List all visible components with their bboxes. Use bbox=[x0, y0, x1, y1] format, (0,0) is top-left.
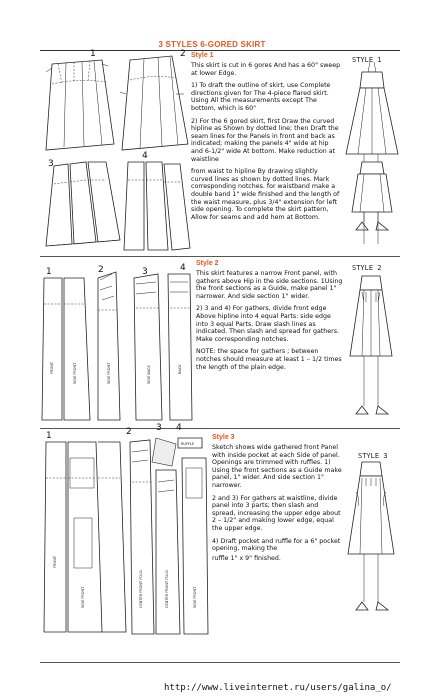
style2-paragraph: This skirt features a narrow Front panel, with gathers above Hip in the side sections. 1Using the front sections as a Guide, make panel 1" narrower. And side section 1" wider. bbox=[196, 270, 343, 300]
style3-pattern-drawings bbox=[40, 418, 212, 643]
svg-text:SIDE FRONT: SIDE FRONT bbox=[193, 586, 197, 608]
style3-fig-number-3: 3 bbox=[156, 423, 162, 433]
style2-fig-number-1: 1 bbox=[46, 267, 52, 277]
style3-text bbox=[212, 444, 342, 567]
style2-fig1 bbox=[42, 278, 90, 420]
style3-fig-number-2: 2 bbox=[126, 427, 132, 437]
svg-text:RUFFLE: RUFFLE bbox=[181, 442, 195, 446]
style1-fig2-outline bbox=[120, 56, 188, 150]
source-url: http://www.liveinternet.ru/users/galina_o/ bbox=[164, 683, 392, 693]
svg-text:BACK: BACK bbox=[178, 364, 182, 374]
style3-side-label: STYLE 3 bbox=[358, 452, 388, 460]
style1-paragraph: This skirt is cut in 6 gores And has a 60" sweep at lower Edge. bbox=[191, 62, 341, 77]
svg-text:CENTER FRONT FOLD: CENTER FRONT FOLD bbox=[165, 570, 169, 608]
style1-fig3-gores bbox=[46, 162, 120, 246]
style1-heading: Style 1 bbox=[191, 52, 214, 59]
svg-text:FRONT: FRONT bbox=[50, 362, 54, 374]
style2-text bbox=[196, 270, 344, 376]
style3-fig1 bbox=[44, 442, 126, 632]
style1-paragraph: from waist to hipline By drawing slightly curved lines as shown by dotted lines. Mark corresponding notches. for waistband make a double band 1" wide finished and the length of the waist measure, plus 3/4" extension for left side opening. To complete the skirt pattern, Allow for seams and add hem at Bottom. bbox=[191, 168, 340, 221]
style3-fig-number-4: 4 bbox=[176, 423, 182, 433]
svg-text:CENTER FRONT FOLD: CENTER FRONT FOLD bbox=[139, 570, 143, 608]
style2-fig-number-2: 2 bbox=[98, 265, 104, 275]
style2-pattern-drawings bbox=[40, 264, 195, 424]
style1-fig-number-3: 3 bbox=[48, 159, 54, 169]
style2-paragraph: NOTE: the space for gathers ; between notches should measure at least 1 – 1/2 times the length of the plain edge. bbox=[196, 348, 342, 371]
style1-paragraph: 2) For the 6 gored skirt, first Draw the curved hipline as Shown by dotted line; then Draft the seam lines for the Panels in front and back as indicated; making the panels 4" wide at hip and 6-1/2" wide At bottom. Make reduction at waistline bbox=[191, 117, 339, 163]
svg-text:SIDE FRONT: SIDE FRONT bbox=[107, 362, 111, 384]
style2-heading: Style 2 bbox=[196, 260, 219, 267]
bottom-divider bbox=[40, 662, 400, 663]
style3-fig3 bbox=[152, 438, 180, 634]
style3-paragraph: ruffle 1" x 9" finished. bbox=[212, 554, 281, 562]
style3-paragraph: 4) Draft pocket and ruffle for a 6" pocket opening, making the bbox=[212, 537, 341, 553]
style1-fig-number-4: 4 bbox=[142, 151, 148, 161]
style1-fig4-gores bbox=[124, 162, 190, 250]
style3-fig2 bbox=[130, 440, 154, 634]
style2-fig4 bbox=[168, 274, 192, 420]
svg-text:SIDE FRONT: SIDE FRONT bbox=[81, 586, 85, 608]
page-title: 3 STYLES 6-GORED SKIRT bbox=[158, 40, 266, 49]
style3-paragraph: Sketch shows wide gathered front Panel with inside pocket at each Side of panel. Openings are trimmed with ruffles. 1) Using the front sections as a Guide make panel, 1" wider. And side section 1" narrower. bbox=[212, 444, 342, 489]
style2-fig3 bbox=[134, 274, 162, 420]
style1-fig-number-2: 2 bbox=[180, 49, 186, 59]
style3-fig4 bbox=[178, 438, 208, 634]
style2-fig-number-4: 4 bbox=[180, 263, 186, 273]
svg-text:FRONT: FRONT bbox=[53, 556, 57, 568]
style3-fig-number-1: 1 bbox=[46, 431, 52, 441]
style1-paragraph: 1) To draft the outline of skirt, use Complete directions given for The 4-piece flared skirt. Using All the measurements except The bottom, which is 60" bbox=[191, 82, 331, 112]
section-divider-1 bbox=[40, 256, 400, 257]
style1-side-label: STYLE 1 bbox=[352, 56, 382, 64]
style1-figure-sketch bbox=[340, 62, 402, 252]
style3-paragraph: 2 and 3) For gathers at waistline, divide panel into 3 parts; then slash and spread, increasing the upper edge about 2 – 1/2" and making lower edge, equal the upper edge. bbox=[212, 494, 341, 532]
style1-pattern-drawings bbox=[44, 49, 192, 264]
style1-fig1-outline bbox=[46, 60, 114, 150]
style2-side-label: STYLE 2 bbox=[352, 264, 382, 272]
style2-paragraph: 2) 3 and 4) For gathers, divide front edge Above hipline into 4 equal Parts: side edge into 3 equal Parts. Draw slash lines as indicated. Then slash and spread for gathers. Make corresponding notches. bbox=[196, 305, 340, 343]
style2-figure-sketch bbox=[340, 272, 402, 422]
svg-text:SIDE FRONT: SIDE FRONT bbox=[73, 362, 77, 384]
style3-figure-sketch bbox=[340, 462, 402, 622]
style2-fig-number-3: 3 bbox=[142, 267, 148, 277]
style2-fig2 bbox=[98, 272, 120, 420]
style1-fig-number-1: 1 bbox=[90, 49, 96, 59]
svg-text:SIDE BACK: SIDE BACK bbox=[147, 365, 151, 384]
style1-text bbox=[191, 62, 341, 226]
style3-heading: Style 3 bbox=[212, 434, 235, 441]
